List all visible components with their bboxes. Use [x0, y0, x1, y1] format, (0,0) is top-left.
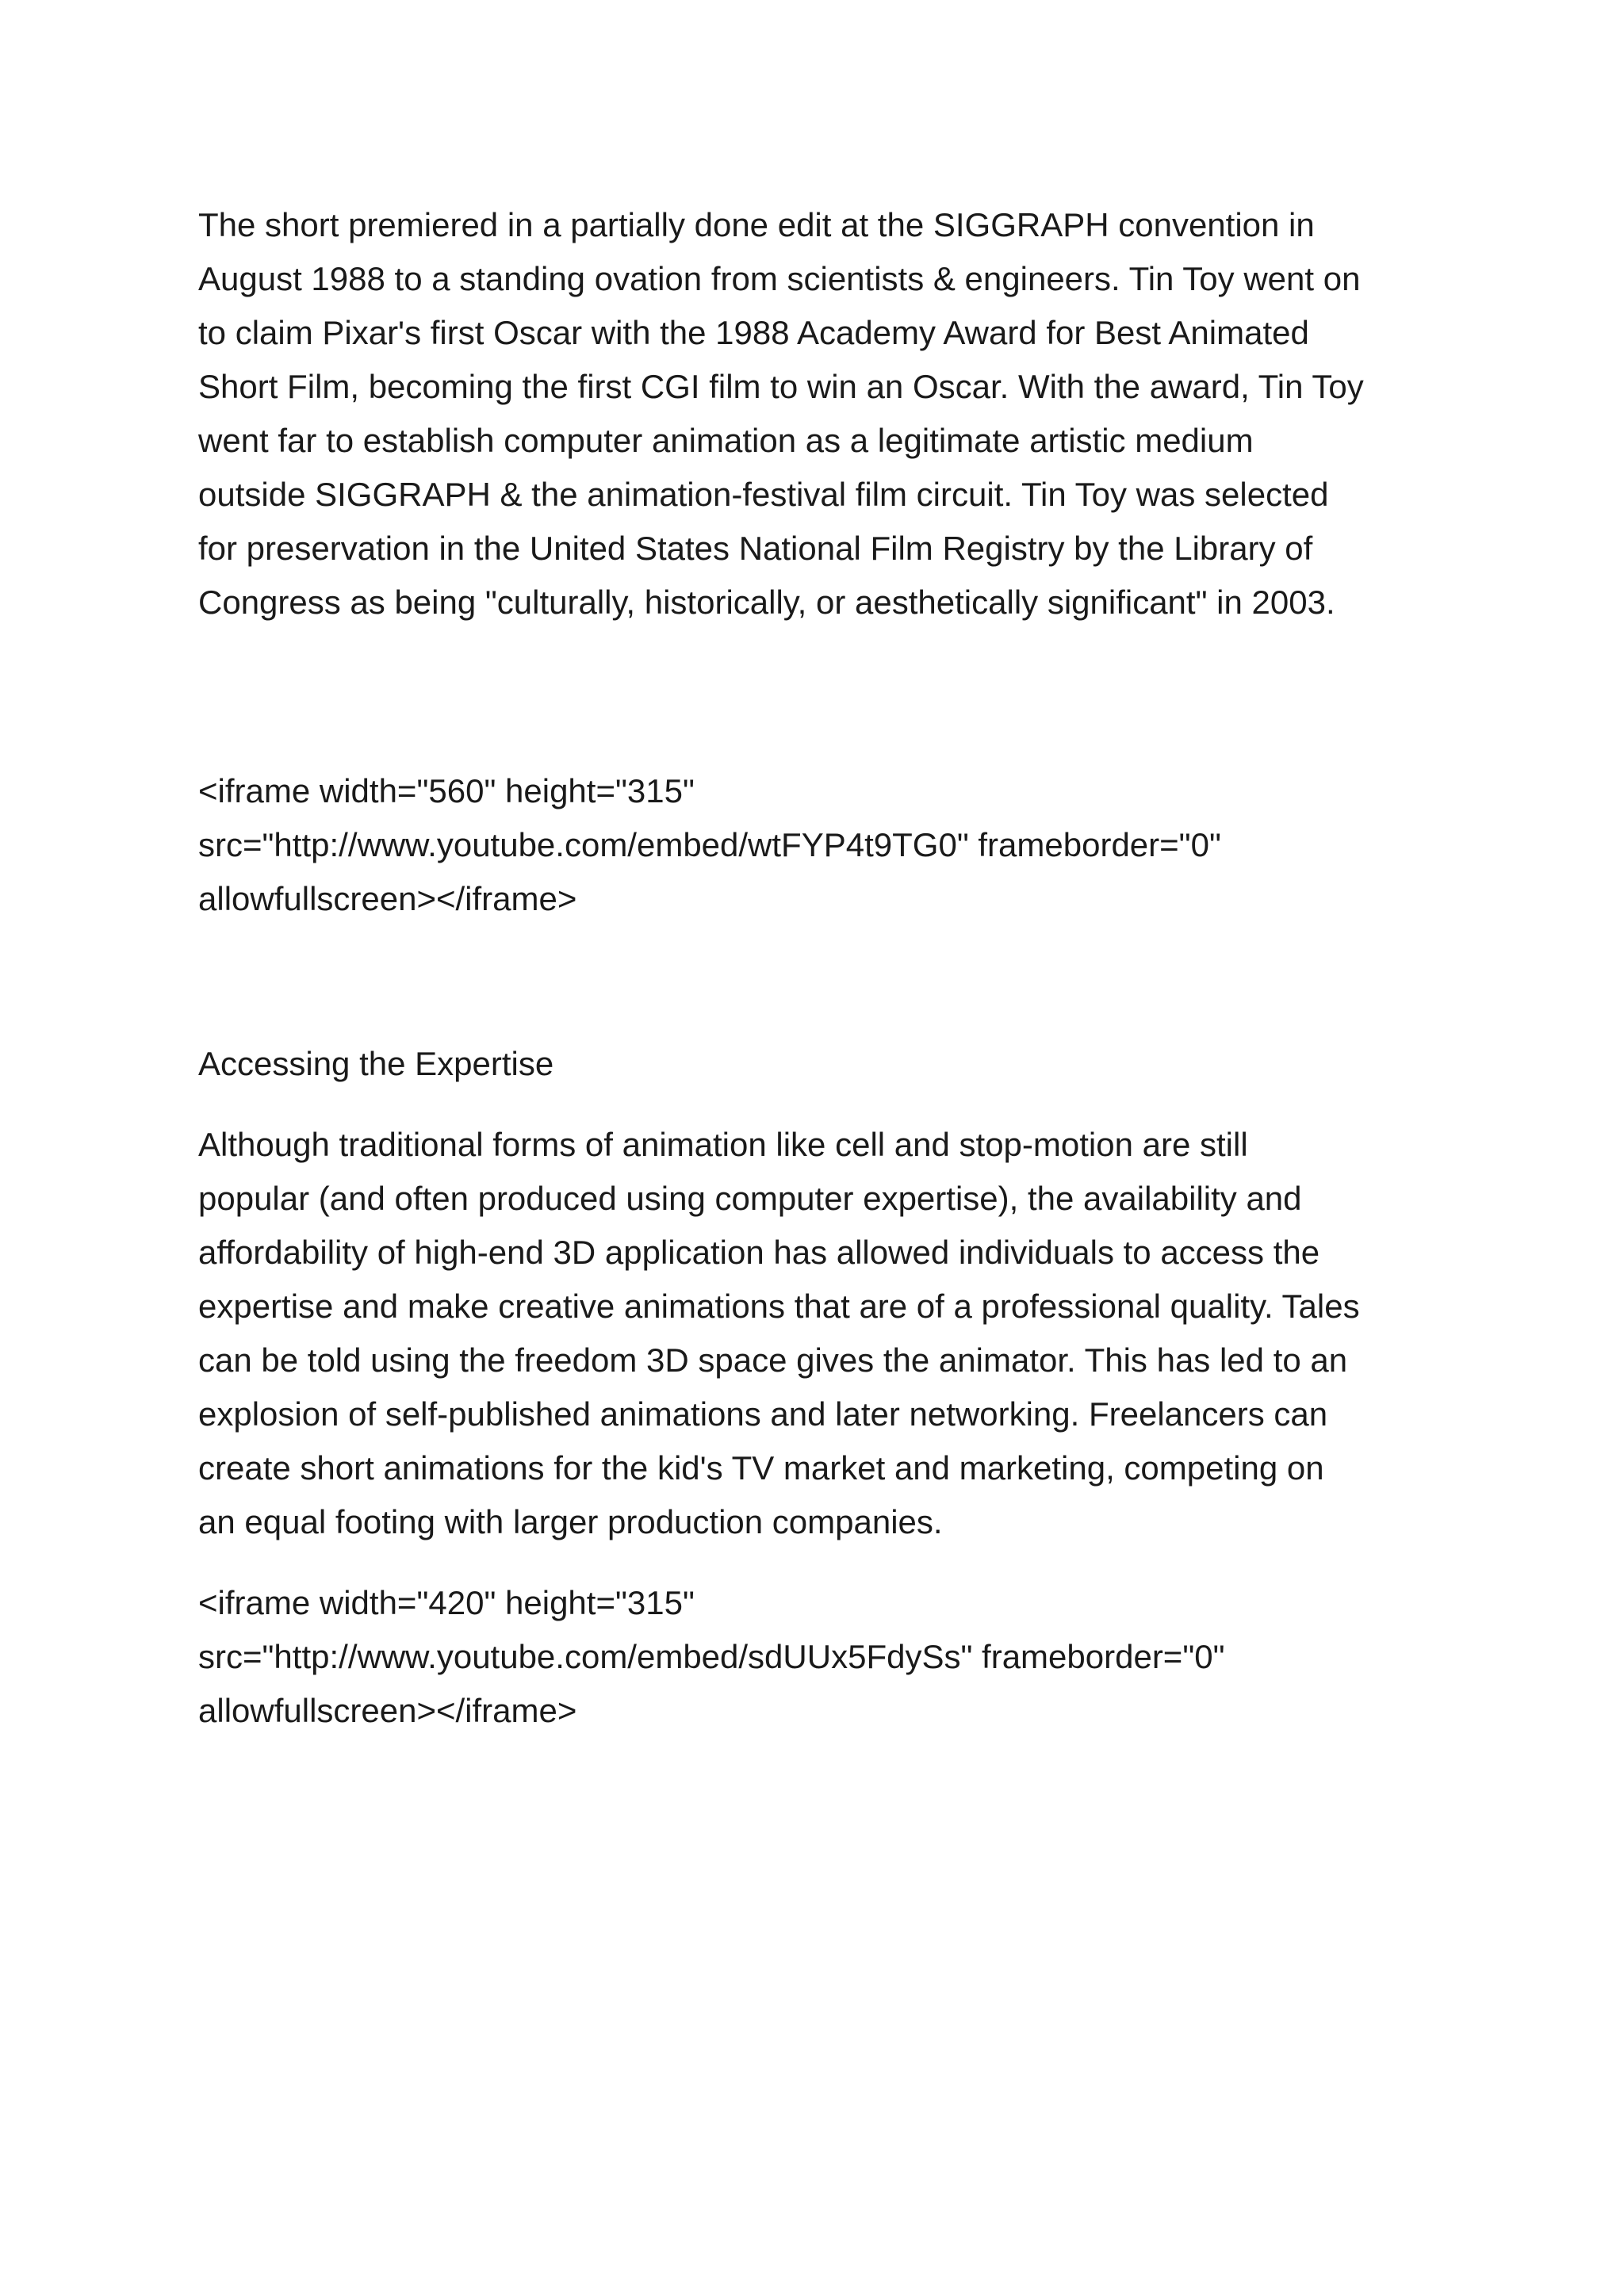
text-line: explosion of self-published animations and later networking. Freelancers can: [198, 1395, 1328, 1433]
text-line: Although traditional forms of animation like cell and stop-motion are still: [198, 1126, 1248, 1163]
iframe-embed-code-1: [198, 764, 1451, 926]
text-line: popular (and often produced using computer expertise), the availability and: [198, 1180, 1302, 1217]
paragraph-expertise: [198, 1118, 1451, 1549]
text-line: affordability of high-end 3D application has allowed individuals to access the: [198, 1234, 1320, 1271]
text-line: <iframe width="420" height="315": [198, 1584, 695, 1621]
text-line: expertise and make creative animations that are of a professional quality. Tales: [198, 1288, 1360, 1325]
text-line: Short Film, becoming the first CGI film to win an Oscar. With the award, Tin Toy: [198, 368, 1364, 405]
text-line: src="http://www.youtube.com/embed/wtFYP4t9TG0" frameborder="0": [198, 826, 1221, 863]
text-line: an equal footing with larger production companies.: [198, 1503, 943, 1540]
section-heading: Accessing the Expertise: [198, 1045, 554, 1082]
paragraph-tin-toy: [198, 198, 1451, 629]
text-line: for preservation in the United States National Film Registry by the Library of: [198, 530, 1313, 567]
document-page: [198, 198, 1451, 1738]
text-line: outside SIGGRAPH & the animation-festival film circuit. Tin Toy was selected: [198, 476, 1329, 513]
text-line: August 1988 to a standing ovation from scientists & engineers. Tin Toy went on: [198, 260, 1361, 297]
text-line: Congress as being "culturally, historically, or aesthetically significant" in 2003.: [198, 584, 1335, 621]
text-line: allowfullscreen></iframe>: [198, 880, 577, 917]
text-line: to claim Pixar's first Oscar with the 1988 Academy Award for Best Animated: [198, 314, 1309, 351]
text-line: allowfullscreen></iframe>: [198, 1692, 577, 1729]
text-line: can be told using the freedom 3D space gives the animator. This has led to an: [198, 1341, 1348, 1379]
text-line: create short animations for the kid's TV market and marketing, competing on: [198, 1449, 1324, 1487]
text-line: <iframe width="560" height="315": [198, 772, 695, 809]
iframe-embed-code-2: [198, 1576, 1451, 1738]
text-line: src="http://www.youtube.com/embed/sdUUx5FdySs" frameborder="0": [198, 1638, 1225, 1675]
text-line: The short premiered in a partially done edit at the SIGGRAPH convention in: [198, 206, 1315, 243]
text-line: went far to establish computer animation as a legitimate artistic medium: [198, 422, 1254, 459]
